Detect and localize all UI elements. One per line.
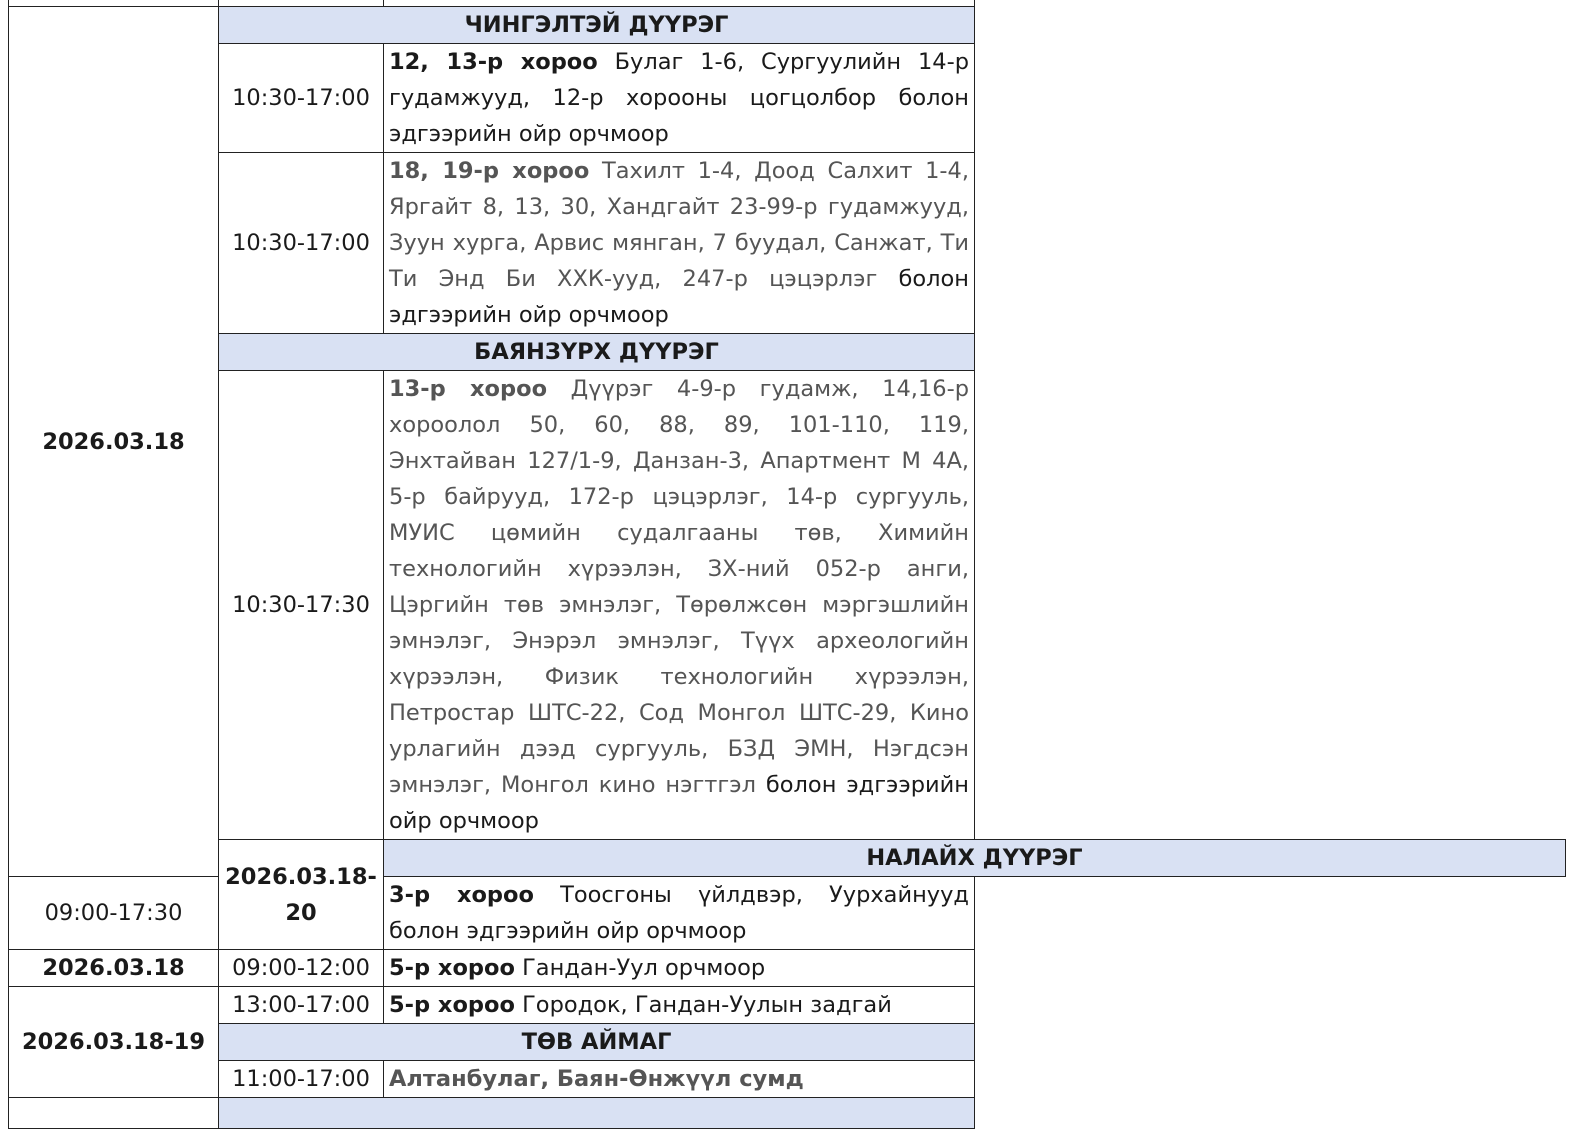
table-row (9, 840, 1566, 877)
schedule-table (8, 0, 1566, 1129)
table-row (9, 153, 1566, 334)
table-row (9, 371, 1566, 840)
description-cell (384, 1061, 975, 1098)
table-row (9, 950, 1566, 987)
time-cell: 10:30-17:30 (219, 371, 384, 840)
table-row (9, 44, 1566, 153)
khoroo-label: Алтанбулаг, Баян-Өнжүүл сумд (389, 1066, 804, 1092)
description-text: Дүүрэг 4-9-р гудамж, 14,16-р хороолол 50, 60, 88, 89, 101-110, 119, Энхтайван 127/1-9, Данзан-3, Апартмент М 4А, 5-р байрууд, 172-р цэцэрлэг, 14-р сургууль, МУИС цөмийн судалгааны төв, Химийн технологийн хүрээлэн, ЗХ-ний 052-р анги, Цэргийн төв эмнэлэг, Төрөлжсөн мэргэшлийн эмнэлэг, Энэрэл эмнэлэг, Түүх археологийн хүрээлэн, Физик технологийн хүрээлэн, Петростар ШТС-22, Сод Монгол ШТС-29, Кино урлагийн дээд сургууль, БЗД ЭМН, Нэгдсэн эмнэлэг, Монгол кино нэгтгэл (389, 376, 969, 798)
section-header-tuv: ТӨВ АЙМАГ (219, 1024, 975, 1061)
section-header-bayanzurkh: БАЯНЗҮРХ ДҮҮРЭГ (219, 334, 975, 371)
description-cell (384, 44, 975, 153)
description-cell (384, 371, 975, 840)
khoroo-label: 5-р хороо (389, 955, 515, 981)
description-tail: болон эдгээрийн ойр орчмоор (389, 266, 970, 328)
time-cell: 09:00-17:30 (9, 877, 219, 950)
description-text: Булаг 1-6, Сургуулийн 14-р гудамжууд, 12-р хорооны цогцолбор болон эдгээрийн ойр орчмоор (389, 49, 969, 147)
table-row (9, 1061, 1566, 1098)
description-text: Тоосгоны үйлдвэр, Уурхайнууд болон эдгээрийн ойр орчмоор (389, 882, 969, 944)
time-cell: 11:00-17:00 (219, 1061, 384, 1098)
khoroo-label: 18, 19-р хороо (389, 158, 590, 184)
section-header-chingeltei: ЧИНГЭЛТЭЙ ДҮҮРЭГ (219, 7, 975, 44)
description-text: Гандан-Уул орчмоор (514, 955, 766, 981)
time-cell: 10:30-17:00 (219, 44, 384, 153)
time-cell: 10:30-17:00 (219, 153, 384, 334)
date-cell: 2026.03.18 (9, 950, 219, 987)
khoroo-label: 5-р хороо (389, 992, 515, 1018)
khoroo-label: 13-р хороо (389, 376, 548, 402)
date-cell: 2026.03.18-19 (9, 987, 219, 1098)
table-row (9, 334, 1566, 371)
description-tail: болон эдгээрийн ойр орчмоор (389, 772, 969, 834)
description-cell (384, 950, 975, 987)
date-cell: 2026.03.18 (9, 7, 219, 877)
description-cell (384, 877, 975, 950)
date-cell: 2026.03.18-20 (219, 840, 384, 950)
section-header-nalaikh: НАЛАЙХ ДҮҮРЭГ (384, 840, 1566, 877)
time-cell: 09:00-12:00 (219, 950, 384, 987)
table-row (9, 1024, 1566, 1061)
table-row (9, 7, 1566, 44)
description-cell (384, 987, 975, 1024)
description-text: Тахилт 1-4, Доод Салхит 1-4, Яргайт 8, 13, 30, Хандгайт 23-99-р гудамжууд, Зуун хурга, Арвис мянган, 7 буудал, Санжат, Ти Ти Энд Би ХХК-ууд, 247-р цэцэрлэг (389, 158, 969, 292)
description-text: Городок, Гандан-Уулын задгай (514, 992, 892, 1018)
khoroo-label: 12, 13-р хороо (389, 49, 598, 75)
time-cell: 13:00-17:00 (219, 987, 384, 1024)
description-cell (384, 153, 975, 334)
table-row (9, 987, 1566, 1024)
table-row-cut-bottom (9, 1098, 1566, 1129)
khoroo-label: 3-р хороо (389, 882, 534, 908)
